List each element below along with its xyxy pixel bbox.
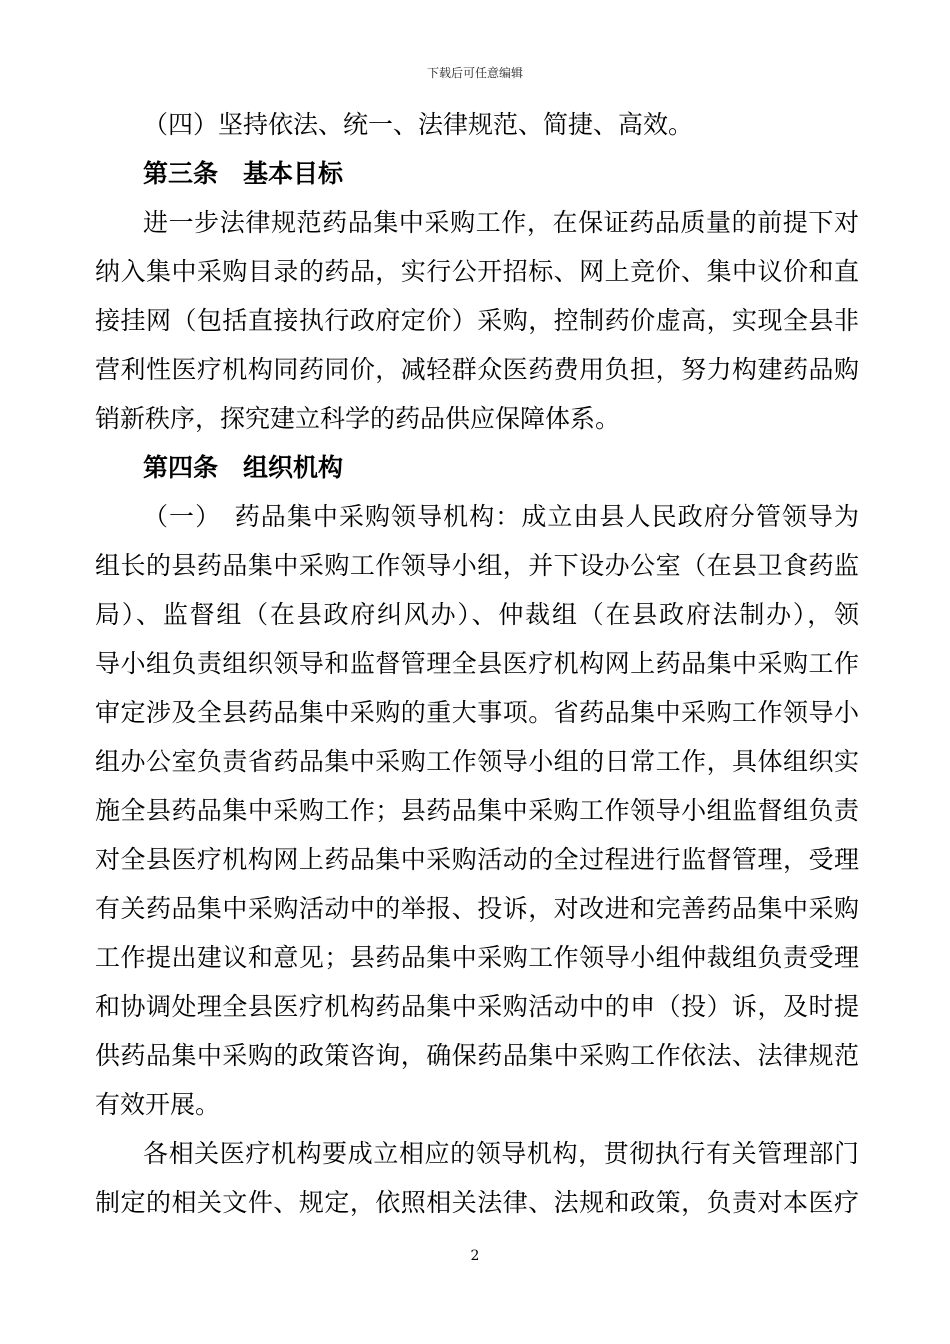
paragraph-line: 供药品集中采购的政策咨询，确保药品集中采购工作依法、法律规范 xyxy=(95,1041,859,1070)
document-body xyxy=(95,100,859,1227)
paragraph-line: 营利性医疗机构同药同价，减轻群众医药费用负担，努力构建药品购 xyxy=(95,355,859,384)
paragraph-line: 接挂网（包括直接执行政府定价）采购，控制药价虚高，实现全县非 xyxy=(95,306,859,335)
paragraph-line: 制定的相关文件、规定，依照相关法律、法规和政策，负责对本医疗 xyxy=(95,1188,859,1217)
paragraph-line: （四）坚持依法、统一、法律规范、简捷、高效。 xyxy=(143,110,694,139)
paragraph-line: 进一步法律规范药品集中采购工作，在保证药品质量的前提下对 xyxy=(143,208,859,237)
paragraph-line: 工作提出建议和意见；县药品集中采购工作领导小组仲裁组负责受理 xyxy=(95,943,859,972)
paragraph-line: 有关药品集中采购活动中的举报、投诉，对改进和完善药品集中采购 xyxy=(95,894,859,923)
page-number: 2 xyxy=(470,1248,480,1264)
paragraph-line: 组办公室负责省药品集中采购工作领导小组的日常工作，具体组织实 xyxy=(95,747,859,776)
section-heading-article-3: 第三条 基本目标 xyxy=(143,159,344,188)
paragraph-line: 导小组负责组织领导和监督管理全县医疗机构网上药品集中采购工作 xyxy=(95,649,859,678)
paragraph-line: 组长的县药品集中采购工作领导小组，并下设办公室（在县卫食药监 xyxy=(95,551,859,580)
paragraph-line: （一） 药品集中采购领导机构：成立由县人民政府分管领导为 xyxy=(143,502,859,531)
paragraph-line: 纳入集中采购目录的药品，实行公开招标、网上竞价、集中议价和直 xyxy=(95,257,859,286)
page-header: 下载后可任意编辑 xyxy=(426,66,523,80)
paragraph-line: 有效开展。 xyxy=(95,1090,221,1119)
paragraph-line: 各相关医疗机构要成立相应的领导机构，贯彻执行有关管理部门 xyxy=(143,1139,859,1168)
section-heading-article-4: 第四条 组织机构 xyxy=(143,453,344,482)
paragraph-line: 局）、监督组（在县政府纠风办）、仲裁组（在县政府法制办），领 xyxy=(95,600,859,629)
paragraph-line: 对全县医疗机构网上药品集中采购活动的全过程进行监督管理，受理 xyxy=(95,845,859,874)
paragraph-line: 和协调处理全县医疗机构药品集中采购活动中的申（投）诉，及时提 xyxy=(95,992,859,1021)
paragraph-line: 审定涉及全县药品集中采购的重大事项。省药品集中采购工作领导小 xyxy=(95,698,859,727)
paragraph-line: 销新秩序，探究建立科学的药品供应保障体系。 xyxy=(95,404,621,433)
paragraph-line: 施全县药品集中采购工作；县药品集中采购工作领导小组监督组负责 xyxy=(95,796,859,825)
